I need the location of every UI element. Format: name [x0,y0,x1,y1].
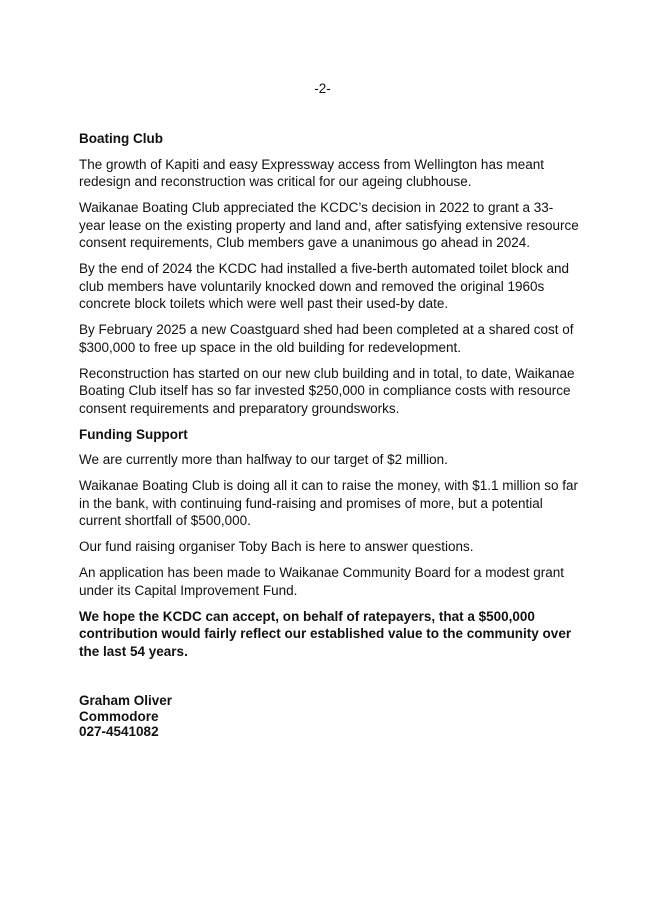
section-heading-boating-club: Boating Club [79,131,163,146]
signature-block [79,693,172,740]
paragraph-fundraising: Waikanae Boating Club is doing all it can to raise the money, with $1.1 million so far in the bank, with continuing fund-raising and promises of more, but a potential current shortfall of $500,000. [79,478,579,528]
paragraph-toilet-block: By the end of 2024 the KCDC had installed a five-berth automated toilet block and club members have voluntarily knocked down and removed the original 1960s concrete block toilets which were well past their used-by date. [79,261,570,311]
closing-statement: We hope the KCDC can accept, on behalf of ratepayers, that a $500,000 contribution would fairly reflect our established value to the community over the last 54 years. [79,608,572,659]
paragraph-coastguard-shed: By February 2025 a new Coastguard shed had been completed at a shared cost of $300,000 to free up space in the old building for redevelopment. [79,322,574,355]
paragraph-reconstruction: Reconstruction has started on our new club building and in total, to date, Waikanae Boating Club itself has so far invested $250,000 in compliance costs with resource consent requirements and preparatory groundsworks. [79,365,575,416]
section-heading-funding-support: Funding Support [79,426,188,442]
signatory-name: Graham Oliver [79,693,173,708]
paragraph-organiser: Our fund raising organiser Toby Bach is here to answer questions. [79,539,474,554]
document-body [79,130,579,669]
paragraph-application: An application has been made to Waikanae Community Board for a modest grant under its Capital Improvement Fund. [79,565,565,598]
paragraph-target: We are currently more than halfway to our target of $2 million. [79,452,448,467]
paragraph-lease-decision: Waikanae Boating Club appreciated the KCDC’s decision in 2022 to grant a 33-year lease on the existing property and land and, after satisfying extensive resource consent requirements, Club members gave a unanimous go ahead in 2024. [79,200,579,250]
signatory-phone: 027-4541082 [79,724,159,739]
page-number: -2- [314,81,331,96]
section-boating-club [79,130,579,417]
section-funding-support [79,426,579,661]
paragraph-clubhouse-redesign: The growth of Kapiti and easy Expressway access from Wellington has meant redesign and reconstruction was critical for our ageing clubhouse. [79,156,544,189]
signatory-title: Commodore [79,708,159,724]
